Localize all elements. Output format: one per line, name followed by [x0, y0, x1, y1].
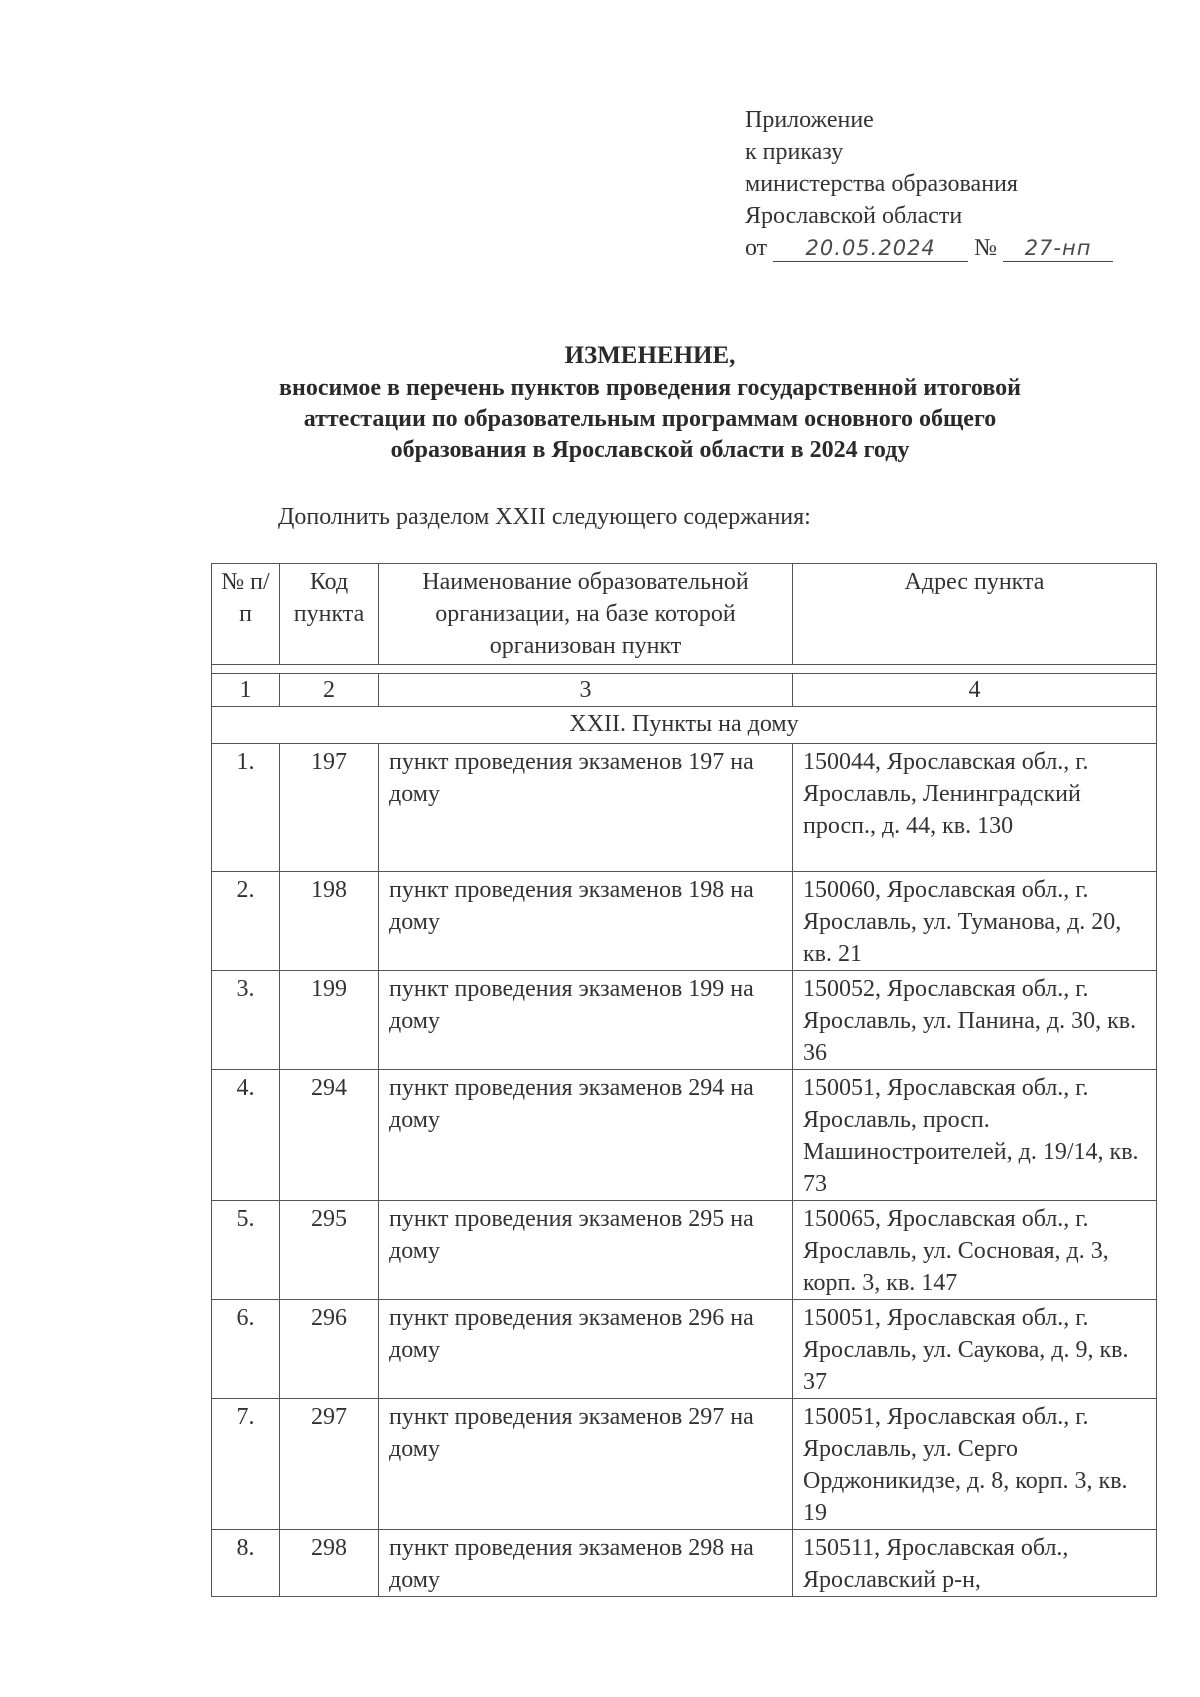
table-row	[212, 1399, 1157, 1530]
title-line: аттестации по образовательным программам основного общего	[303, 406, 997, 432]
row-code: 197	[280, 744, 379, 872]
table-row	[212, 744, 1157, 872]
col-number: 3	[379, 674, 793, 707]
appendix-line: Ярославской области	[745, 203, 963, 229]
header-num: № п/п	[212, 564, 280, 665]
row-name: пункт проведения экзаменов 297 на дому	[379, 1399, 793, 1530]
row-name: пункт проведения экзаменов 296 на дому	[379, 1300, 793, 1399]
row-num: 3.	[212, 971, 280, 1070]
header-address: Адрес пункта	[793, 564, 1157, 665]
table-row	[212, 1300, 1157, 1399]
appendix-line: к приказу	[745, 139, 844, 165]
row-name: пункт проведения экзаменов 199 на дому	[379, 971, 793, 1070]
table-row	[212, 1070, 1157, 1201]
table-row	[212, 1530, 1157, 1597]
row-code: 294	[280, 1070, 379, 1201]
col-number: 1	[212, 674, 280, 707]
row-address: 150511, Ярославская обл., Ярославский р-н,	[793, 1530, 1157, 1597]
intro-text: Дополнить разделом XXII следующего содержания:	[278, 504, 811, 530]
title-line: образования в Ярославской области в 2024 году	[390, 437, 910, 463]
row-num: 2.	[212, 872, 280, 971]
row-code: 297	[280, 1399, 379, 1530]
handwritten-number: 27-нп	[1024, 236, 1092, 260]
appendix-line: министерства образования	[745, 171, 1018, 197]
row-num: 6.	[212, 1300, 280, 1399]
row-num: 7.	[212, 1399, 280, 1530]
row-name: пункт проведения экзаменов 294 на дому	[379, 1070, 793, 1201]
col-number: 4	[793, 674, 1157, 707]
handwritten-date: 20.05.2024	[805, 236, 936, 260]
number-field	[1003, 235, 1113, 262]
row-address: 150060, Ярославская обл., г. Ярославль, ул. Туманова, д. 20, кв. 21	[793, 872, 1157, 971]
from-label: от	[745, 235, 768, 261]
header-name: Наименование образовательной организации, на базе которой организован пункт	[379, 564, 793, 665]
row-code: 199	[280, 971, 379, 1070]
row-code: 198	[280, 872, 379, 971]
table-row	[212, 971, 1157, 1070]
points-table	[211, 563, 1157, 1597]
col-number: 2	[280, 674, 379, 707]
title-line: ИЗМЕНЕНИЕ,	[564, 342, 736, 369]
table-header-row	[212, 564, 1157, 665]
row-address: 150065, Ярославская обл., г. Ярославль, ул. Сосновая, д. 3, корп. 3, кв. 147	[793, 1201, 1157, 1300]
date-field	[773, 235, 968, 262]
table-separator	[212, 665, 1157, 674]
row-code: 296	[280, 1300, 379, 1399]
row-code: 298	[280, 1530, 379, 1597]
title-line: вносимое в перечень пунктов проведения государственной итоговой	[279, 375, 1021, 401]
row-name: пункт проведения экзаменов 198 на дому	[379, 872, 793, 971]
row-num: 1.	[212, 744, 280, 872]
row-code: 295	[280, 1201, 379, 1300]
row-num: 8.	[212, 1530, 280, 1597]
document-title	[180, 340, 1120, 466]
appendix-line: Приложение	[745, 107, 874, 133]
section-row	[212, 707, 1157, 744]
row-name: пункт проведения экзаменов 295 на дому	[379, 1201, 793, 1300]
row-address: 150051, Ярославская обл., г. Ярославль, ул. Серго Орджоникидзе, д. 8, корп. 3, кв. 19	[793, 1399, 1157, 1530]
number-label: №	[974, 235, 998, 261]
row-num: 5.	[212, 1201, 280, 1300]
table-row	[212, 1201, 1157, 1300]
table-row	[212, 872, 1157, 971]
row-address: 150044, Ярославская обл., г. Ярославль, Ленинградский просп., д. 44, кв. 130	[793, 744, 1157, 872]
row-address: 150051, Ярославская обл., г. Ярославль, просп. Машиностроителей, д. 19/14, кв. 73	[793, 1070, 1157, 1201]
column-numbers-row	[212, 674, 1157, 707]
row-name: пункт проведения экзаменов 298 на дому	[379, 1530, 793, 1597]
section-title: XXII. Пункты на дому	[212, 707, 1157, 744]
row-name: пункт проведения экзаменов 197 на дому	[379, 744, 793, 872]
appendix-block	[745, 104, 1113, 264]
header-code: Код пункта	[280, 564, 379, 665]
row-address: 150052, Ярославская обл., г. Ярославль, ул. Панина, д. 30, кв. 36	[793, 971, 1157, 1070]
row-num: 4.	[212, 1070, 280, 1201]
appendix-date-line	[745, 232, 1113, 264]
row-address: 150051, Ярославская обл., г. Ярославль, ул. Саукова, д. 9, кв. 37	[793, 1300, 1157, 1399]
